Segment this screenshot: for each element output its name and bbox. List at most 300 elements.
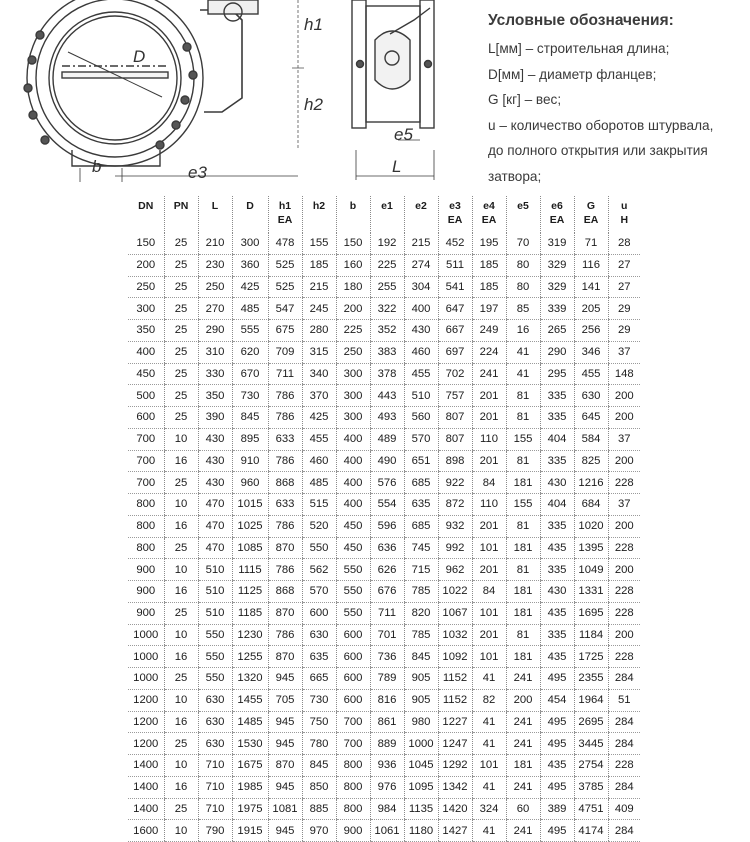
table-cell: 435 [540, 602, 574, 624]
table-cell: 335 [540, 407, 574, 429]
table-cell: 241 [506, 711, 540, 733]
table-cell: 81 [506, 559, 540, 581]
table-cell: 200 [608, 624, 640, 646]
table-cell: 1725 [574, 646, 608, 668]
table-cell: 10 [164, 428, 198, 450]
table-cell: 710 [198, 776, 232, 798]
table-cell: 250 [198, 276, 232, 298]
table-cell: 250 [128, 276, 164, 298]
table-cell: 10 [164, 494, 198, 516]
table-cell: 750 [302, 711, 336, 733]
table-cell: 576 [370, 472, 404, 494]
table-cell: 101 [472, 602, 506, 624]
table-cell: 37 [608, 494, 640, 516]
table-cell: 697 [438, 341, 472, 363]
table-cell: 430 [540, 472, 574, 494]
table-cell: 992 [438, 537, 472, 559]
table-cell: 37 [608, 428, 640, 450]
table-cell: 25 [164, 385, 198, 407]
table-cell: 284 [608, 733, 640, 755]
table-cell: 786 [268, 559, 302, 581]
table-cell: 241 [506, 776, 540, 798]
table-cell: 633 [268, 494, 302, 516]
table-cell: 71 [574, 233, 608, 254]
table-cell: 1400 [128, 776, 164, 798]
table-cell: 1675 [232, 755, 268, 777]
table-cell: 430 [404, 320, 438, 342]
table-row [128, 711, 640, 733]
legend-line-turns-cont: до полного открытия или закрытия [488, 143, 708, 158]
table-cell: 200 [608, 407, 640, 429]
column-header-sublabel: EA [583, 214, 599, 226]
column-header-sublabel: H [620, 214, 629, 226]
table-cell: 1230 [232, 624, 268, 646]
table-cell: 16 [164, 515, 198, 537]
table-cell: 868 [268, 581, 302, 603]
table-row [128, 298, 640, 320]
table-cell: 667 [438, 320, 472, 342]
table-cell: 868 [268, 472, 302, 494]
table-cell: 155 [506, 494, 540, 516]
column-header-label: e2 [415, 200, 427, 212]
table-cell: 322 [370, 298, 404, 320]
table-cell: 1180 [404, 820, 438, 842]
table-cell: 510 [198, 559, 232, 581]
column-header-label: L [211, 200, 219, 212]
table-cell: 550 [302, 537, 336, 559]
table-cell: 155 [302, 233, 336, 254]
table-cell: 241 [506, 733, 540, 755]
table-row [128, 537, 640, 559]
table-cell: 600 [302, 602, 336, 624]
table-cell: 81 [506, 407, 540, 429]
table-cell: 383 [370, 341, 404, 363]
legend-line-diameter: D[мм] – диаметр фланцев; [488, 66, 657, 82]
table-cell: 511 [438, 254, 472, 276]
table-cell: 10 [164, 624, 198, 646]
table-cell: 550 [336, 602, 370, 624]
table-cell: 450 [336, 537, 370, 559]
table-cell: 215 [404, 233, 438, 254]
table-cell: 230 [198, 254, 232, 276]
table-cell: 454 [540, 689, 574, 711]
table-row [128, 624, 640, 646]
table-cell: 962 [438, 559, 472, 581]
table-cell: 400 [336, 494, 370, 516]
table-cell: 635 [302, 646, 336, 668]
table-cell: 435 [540, 755, 574, 777]
table-cell: 1115 [232, 559, 268, 581]
table-cell: 455 [574, 363, 608, 385]
table-cell: 200 [506, 689, 540, 711]
table-cell: 300 [232, 233, 268, 254]
table-cell: 295 [540, 363, 574, 385]
table-cell: 180 [336, 276, 370, 298]
table-cell: 870 [268, 646, 302, 668]
table-cell: 443 [370, 385, 404, 407]
table-cell: 710 [198, 755, 232, 777]
table-cell: 635 [404, 494, 438, 516]
column-header-label: e3 [449, 200, 461, 212]
table-cell: 81 [506, 515, 540, 537]
table-cell: 228 [608, 755, 640, 777]
table-cell: 922 [438, 472, 472, 494]
table-cell: 945 [268, 733, 302, 755]
table-cell: 495 [540, 668, 574, 690]
table-cell: 701 [370, 624, 404, 646]
table-cell: 1092 [438, 646, 472, 668]
table-cell: 1530 [232, 733, 268, 755]
table-cell: 800 [128, 515, 164, 537]
table-cell: 25 [164, 320, 198, 342]
table-cell: 685 [404, 472, 438, 494]
table-cell: 550 [336, 559, 370, 581]
table-cell: 1200 [128, 689, 164, 711]
table-cell: 700 [336, 733, 370, 755]
table-cell: 1015 [232, 494, 268, 516]
table-cell: 270 [198, 298, 232, 320]
table-cell: 339 [540, 298, 574, 320]
table-cell: 485 [232, 298, 268, 320]
table-cell: 370 [302, 385, 336, 407]
table-cell: 1915 [232, 820, 268, 842]
table-cell: 705 [268, 689, 302, 711]
table-cell: 185 [472, 254, 506, 276]
table-cell: 560 [404, 407, 438, 429]
column-header-label: e4 [483, 200, 495, 212]
table-cell: 241 [472, 363, 506, 385]
table-cell: 1200 [128, 711, 164, 733]
table-cell: 41 [506, 341, 540, 363]
table-cell: 1400 [128, 755, 164, 777]
table-cell: 430 [198, 472, 232, 494]
table-cell: 155 [506, 428, 540, 450]
table-cell: 500 [128, 385, 164, 407]
table-cell: 550 [336, 581, 370, 603]
table-cell: 485 [302, 472, 336, 494]
table-cell: 570 [404, 428, 438, 450]
table-cell: 228 [608, 537, 640, 559]
table-cell: 400 [336, 472, 370, 494]
column-header-label: G [586, 200, 596, 212]
table-cell: 101 [472, 537, 506, 559]
table-cell: 150 [336, 233, 370, 254]
table-cell: 400 [404, 298, 438, 320]
table-cell: 335 [540, 385, 574, 407]
table-cell: 329 [540, 254, 574, 276]
table-cell: 786 [268, 450, 302, 472]
table-cell: 181 [506, 581, 540, 603]
column-header-sublabel: EA [549, 214, 565, 226]
table-cell: 845 [404, 646, 438, 668]
table-cell: 630 [302, 624, 336, 646]
table-cell: 37 [608, 341, 640, 363]
column-header-label: DN [138, 200, 154, 212]
table-cell: 84 [472, 581, 506, 603]
table-cell: 304 [404, 276, 438, 298]
table-cell: 284 [608, 711, 640, 733]
table-cell: 404 [540, 494, 574, 516]
table-cell: 1400 [128, 798, 164, 820]
table-cell: 645 [574, 407, 608, 429]
table-cell: 340 [302, 363, 336, 385]
table-header-row [128, 196, 640, 233]
table-cell: 736 [370, 646, 404, 668]
table-cell: 547 [268, 298, 302, 320]
table-cell: 905 [404, 668, 438, 690]
table-cell: 702 [438, 363, 472, 385]
table-cell: 241 [506, 668, 540, 690]
table-cell: 41 [472, 820, 506, 842]
table-cell: 256 [574, 320, 608, 342]
table-cell: 900 [128, 602, 164, 624]
table-cell: 495 [540, 820, 574, 842]
table-cell: 274 [404, 254, 438, 276]
column-header-sublabel: EA [481, 214, 497, 226]
table-cell: 25 [164, 341, 198, 363]
table-cell: 435 [540, 646, 574, 668]
table-cell: 710 [198, 798, 232, 820]
table-row [128, 776, 640, 798]
table-cell: 700 [336, 711, 370, 733]
legend-line-valve: затвора; [488, 168, 542, 184]
table-cell: 82 [472, 689, 506, 711]
table-cell: 41 [472, 668, 506, 690]
table-cell: 709 [268, 341, 302, 363]
table-cell: 905 [404, 689, 438, 711]
table-cell: 110 [472, 428, 506, 450]
table-cell: 630 [198, 689, 232, 711]
table-row [128, 276, 640, 298]
legend [488, 12, 750, 189]
table-cell: 900 [128, 559, 164, 581]
table-cell: 425 [232, 276, 268, 298]
table-cell: 800 [336, 755, 370, 777]
table-row [128, 385, 640, 407]
column-header [232, 196, 268, 233]
table-cell: 785 [404, 581, 438, 603]
table-row [128, 581, 640, 603]
table-cell: 400 [336, 428, 370, 450]
table-cell: 489 [370, 428, 404, 450]
table-cell: 16 [164, 581, 198, 603]
table-cell: 430 [540, 581, 574, 603]
table-row [128, 820, 640, 842]
table-cell: 470 [198, 537, 232, 559]
table-cell: 1081 [268, 798, 302, 820]
table-cell: 626 [370, 559, 404, 581]
table-cell: 550 [198, 624, 232, 646]
table-row [128, 450, 640, 472]
table-cell: 315 [302, 341, 336, 363]
table-cell: 200 [608, 515, 640, 537]
table-cell: 1067 [438, 602, 472, 624]
table-cell: 255 [370, 276, 404, 298]
table-row [128, 254, 640, 276]
table-cell: 636 [370, 537, 404, 559]
table-cell: 25 [164, 733, 198, 755]
table-cell: 181 [506, 755, 540, 777]
column-header-label: u [621, 200, 628, 212]
table-cell: 1420 [438, 798, 472, 820]
table-cell: 584 [574, 428, 608, 450]
table-cell: 41 [472, 776, 506, 798]
table-cell: 16 [164, 711, 198, 733]
table-cell: 181 [506, 537, 540, 559]
table-cell: 185 [302, 254, 336, 276]
table-cell: 845 [302, 755, 336, 777]
table-cell: 711 [370, 602, 404, 624]
table-cell: 889 [370, 733, 404, 755]
label-b: b [92, 157, 102, 176]
table-cell: 495 [540, 776, 574, 798]
table-cell: 550 [198, 668, 232, 690]
table-cell: 25 [164, 363, 198, 385]
table-cell: 786 [268, 407, 302, 429]
table-cell: 330 [198, 363, 232, 385]
table-cell: 228 [608, 581, 640, 603]
table-cell: 685 [404, 515, 438, 537]
label-e5: e5 [394, 125, 413, 144]
table-cell: 825 [574, 450, 608, 472]
table-cell: 789 [370, 668, 404, 690]
table-cell: 16 [164, 646, 198, 668]
table-cell: 329 [540, 276, 574, 298]
table-cell: 200 [336, 298, 370, 320]
table-cell: 715 [404, 559, 438, 581]
table-cell: 470 [198, 515, 232, 537]
table-cell: 201 [472, 624, 506, 646]
table-cell: 790 [198, 820, 232, 842]
legend-line-length: L[мм] – строительная длина; [488, 41, 670, 56]
table-cell: 3785 [574, 776, 608, 798]
table-cell: 870 [268, 537, 302, 559]
table-row [128, 428, 640, 450]
table-body [128, 233, 640, 842]
table-cell: 290 [198, 320, 232, 342]
table-cell: 350 [198, 385, 232, 407]
table-cell: 898 [438, 450, 472, 472]
table-cell: 350 [128, 320, 164, 342]
column-header-label: PN [173, 200, 189, 212]
table-cell: 872 [438, 494, 472, 516]
table-row [128, 733, 640, 755]
table-cell: 25 [164, 254, 198, 276]
table-cell: 1255 [232, 646, 268, 668]
table-row [128, 646, 640, 668]
table-cell: 807 [438, 407, 472, 429]
table-cell: 197 [472, 298, 506, 320]
table-cell: 647 [438, 298, 472, 320]
table-cell: 470 [198, 494, 232, 516]
table-cell: 1216 [574, 472, 608, 494]
table-cell: 25 [164, 602, 198, 624]
table-cell: 310 [198, 341, 232, 363]
dimensions-table [128, 196, 640, 842]
table-row [128, 515, 640, 537]
table-cell: 25 [164, 407, 198, 429]
table-cell: 1975 [232, 798, 268, 820]
table-cell: 1395 [574, 537, 608, 559]
table-cell: 945 [268, 711, 302, 733]
table-row [128, 755, 640, 777]
table-cell: 195 [472, 233, 506, 254]
table-cell: 1185 [232, 602, 268, 624]
table-cell: 495 [540, 733, 574, 755]
column-header-label: h1 [278, 200, 292, 212]
table-cell: 1020 [574, 515, 608, 537]
table-cell: 81 [506, 450, 540, 472]
table-cell: 265 [540, 320, 574, 342]
table-cell: 201 [472, 559, 506, 581]
table-cell: 335 [540, 624, 574, 646]
table-cell: 210 [198, 233, 232, 254]
table-cell: 1045 [404, 755, 438, 777]
table-row [128, 233, 640, 254]
table-cell: 25 [164, 298, 198, 320]
table-cell: 1342 [438, 776, 472, 798]
column-header-label: e5 [517, 200, 529, 212]
table-cell: 493 [370, 407, 404, 429]
table-cell: 945 [268, 668, 302, 690]
table-cell: 510 [198, 602, 232, 624]
table-cell: 478 [268, 233, 302, 254]
table-cell: 25 [164, 233, 198, 254]
table-row [128, 668, 640, 690]
table-cell: 280 [302, 320, 336, 342]
table-row [128, 363, 640, 385]
table-row [128, 602, 640, 624]
table-cell: 160 [336, 254, 370, 276]
table-cell: 25 [164, 798, 198, 820]
table-cell: 800 [128, 537, 164, 559]
table-cell: 205 [574, 298, 608, 320]
table-cell: 141 [574, 276, 608, 298]
column-header [164, 196, 198, 233]
table-cell: 101 [472, 755, 506, 777]
table-cell: 1985 [232, 776, 268, 798]
table-cell: 550 [198, 646, 232, 668]
table-cell: 850 [302, 776, 336, 798]
table-cell: 970 [302, 820, 336, 842]
table-cell: 201 [472, 515, 506, 537]
table-cell: 541 [438, 276, 472, 298]
table-cell: 25 [164, 668, 198, 690]
table-cell: 1200 [128, 733, 164, 755]
table-cell: 807 [438, 428, 472, 450]
table-cell: 41 [472, 733, 506, 755]
table-cell: 450 [128, 363, 164, 385]
table-cell: 936 [370, 755, 404, 777]
table-cell: 460 [302, 450, 336, 472]
table-cell: 960 [232, 472, 268, 494]
label-h2: h2 [304, 95, 323, 114]
table-cell: 390 [198, 407, 232, 429]
table-cell: 192 [370, 233, 404, 254]
label-h1: h1 [304, 15, 323, 34]
column-header [128, 196, 164, 233]
table-cell: 730 [302, 689, 336, 711]
table-cell: 1025 [232, 515, 268, 537]
table-cell: 400 [336, 450, 370, 472]
legend-title: Условные обозначения: [488, 12, 674, 29]
table-cell: 378 [370, 363, 404, 385]
table-cell: 300 [336, 363, 370, 385]
column-header [370, 196, 404, 233]
table-cell: 600 [336, 646, 370, 668]
table-cell: 450 [336, 515, 370, 537]
table-cell: 984 [370, 798, 404, 820]
